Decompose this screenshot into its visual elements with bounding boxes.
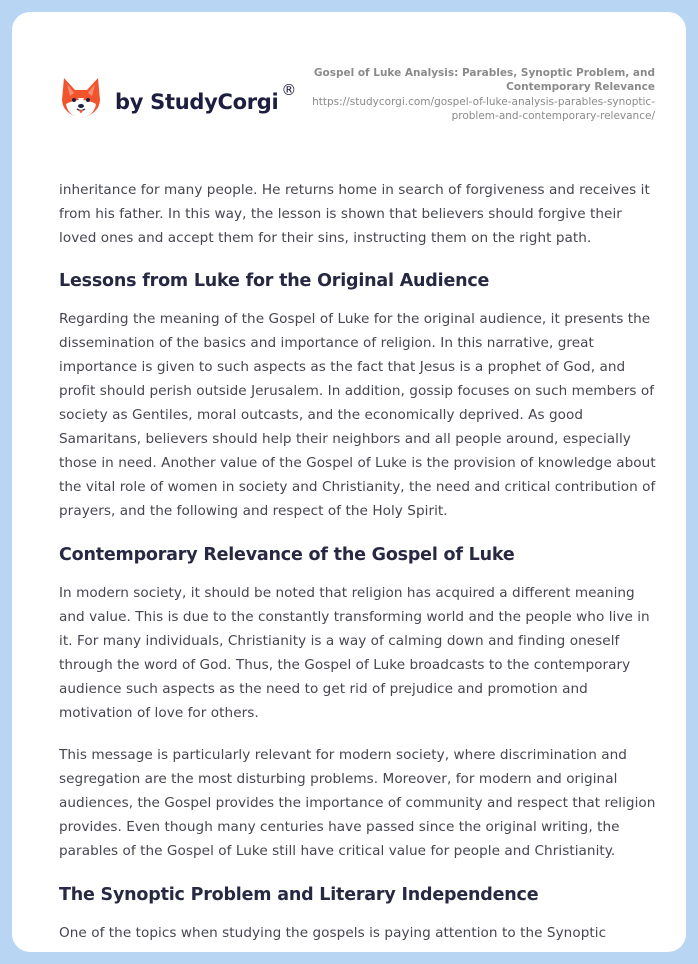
registered-mark: ® xyxy=(281,81,297,99)
page-header xyxy=(12,12,686,172)
document-url[interactable]: https://studycorgi.com/gospel-of-luke-analysis-parables-synoptic-problem-and-contemporary-relevance/ xyxy=(312,96,655,122)
article-body xyxy=(59,178,659,952)
paragraph: This message is particularly relevant for modern society, where discrimination and segregation are the most disturbing problems. Moreover, for modern and original audiences, the Gospel provides the importance of community and respect that religion provides. Even though many centuries have passed since the original writing, the parables of the Gospel of Luke still have critical value for people and Christianity. xyxy=(59,747,656,859)
paragraph: One of the topics when studying the gospels is paying attention to the Synoptic xyxy=(59,925,607,941)
section-heading-contemporary-relevance: Contemporary Relevance of the Gospel of Luke xyxy=(59,545,515,565)
document-card xyxy=(12,12,686,952)
corgi-icon xyxy=(61,76,101,120)
paragraph: In modern society, it should be noted that religion has acquired a different meaning and value. This is due to the constantly transforming world and the people who live in it. For many individuals, Christianity is a way of calming down and finding oneself through the word of God. Thus, the Gospel of Luke broadcasts to the contemporary audience such aspects as the need to get rid of prejudice and promotion and motivation of love for others. xyxy=(59,585,650,721)
logo-text: by StudyCorgi xyxy=(115,90,279,114)
paragraph: Regarding the meaning of the Gospel of Luke for the original audience, it presents the dissemination of the basics and importance of religion. In this narrative, great importance is given to such aspects as the fact that Jesus is a prophet of God, and profit should perish outside Jerusalem. In addition, gossip focuses on such members of society as Gentiles, moral outcasts, and the economically deprived. As good Samaritans, believers should help their neighbors and all people around, especially those in need. Another value of the Gospel of Luke is the provision of knowledge about the vital role of women in society and Christianity, the need and critical contribution of prayers, and the following and respect of the Holy Spirit. xyxy=(59,311,656,519)
intro-paragraph: inheritance for many people. He returns home in search of forgiveness and receives it from his father. In this way, the lesson is shown that believers should forgive their loved ones and accept them for their sins, instructing them on the right path. xyxy=(59,182,650,246)
document-meta xyxy=(295,66,655,123)
studycorgi-logo[interactable] xyxy=(61,76,296,120)
section-heading-synoptic-problem: The Synoptic Problem and Literary Independence xyxy=(59,885,539,905)
section-heading-original-audience: Lessons from Luke for the Original Audience xyxy=(59,271,490,291)
document-title: Gospel of Luke Analysis: Parables, Synoptic Problem, and Contemporary Relevance xyxy=(313,67,655,93)
